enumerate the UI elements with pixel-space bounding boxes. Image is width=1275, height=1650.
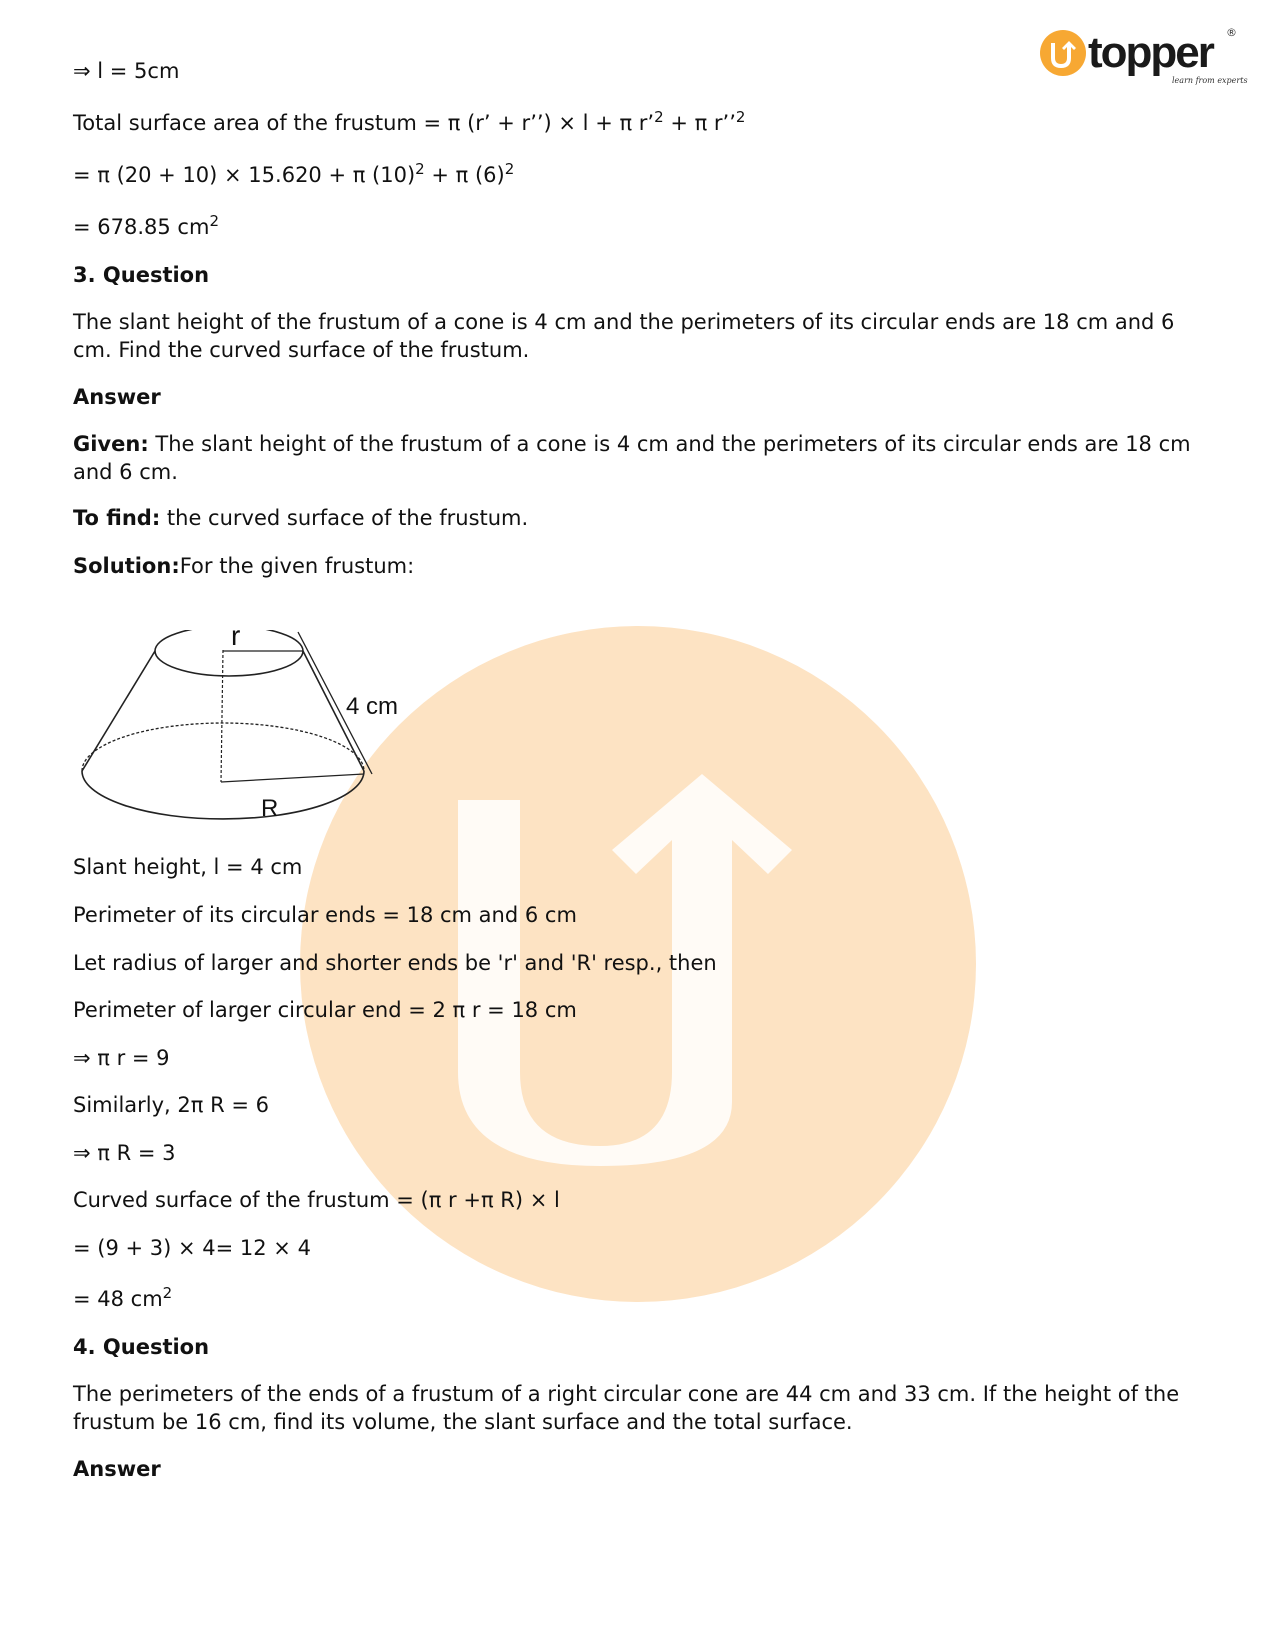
frustum-top-ellipse — [155, 630, 303, 676]
perimeter-ends-line: Perimeter of its circular ends = 18 cm and 6 cm — [73, 903, 577, 927]
frustum-left-edge — [82, 651, 155, 771]
similarly-line: Similarly, 2π R = 6 — [73, 1093, 269, 1117]
pi-r-line: ⇒ π r = 9 — [73, 1046, 170, 1070]
to-find-line: To find: the curved surface of the frustum. — [73, 506, 529, 530]
curved-surface-formula-line: Curved surface of the frustum = (π r +π R) × l — [73, 1188, 560, 1212]
question-4-heading: 4. Question — [73, 1335, 210, 1359]
bottom-radius-line — [221, 774, 364, 782]
logo-u-icon — [1040, 30, 1086, 76]
pi-big-r-line: ⇒ π R = 3 — [73, 1141, 176, 1165]
given-paragraph: Given: The slant height of the frustum of a cone is 4 cm and the perimeters of its circular ends are 18 cm and 6 cm. — [73, 432, 1191, 484]
slant-height-line: Slant height, l = 4 cm — [73, 855, 303, 879]
label-bottom-radius: R — [261, 795, 279, 822]
question-4-text: The perimeters of the ends of a frustum of a right circular cone are 44 cm and 33 cm. If the height of the frustum be 16 cm, find its volume, the slant surface and the total surface. — [73, 1382, 1180, 1434]
logo-tagline: learn from experts — [1172, 76, 1248, 85]
logo-registered-mark: ® — [1226, 26, 1237, 39]
brand-logo[interactable] — [1040, 26, 1248, 90]
logo-wordmark: topper — [1088, 28, 1213, 77]
tsa-formula-line: Total surface area of the frustum = π (r’ + r’’) × l + π r’$^2$ + π r’’$^2$ — [73, 108, 746, 135]
label-top-radius: r — [231, 630, 241, 651]
step-slant-result: ⇒ l = 5cm — [73, 59, 180, 83]
tsa-result-line: = 678.85 $cm^2$ — [73, 212, 219, 239]
radius-definition-line: Let radius of larger and shorter ends be 'r' and 'R' resp., then — [73, 951, 717, 975]
label-slant-height: 4 cm — [346, 693, 399, 720]
curved-surface-result-line: = 48 $cm^2$ — [73, 1284, 173, 1311]
frustum-bottom-front — [82, 771, 364, 819]
frustum-bottom-back — [82, 723, 364, 771]
question-3-text: The slant height of the frustum of a cone is 4 cm and the perimeters of its circular ends are 18 cm and 6 cm. Find the curved surface of the frustum. — [73, 310, 1175, 362]
height-dashed-line — [221, 650, 223, 782]
answer-2-heading: Answer — [73, 1457, 161, 1481]
larger-perimeter-line: Perimeter of larger circular end = 2 π r = 18 cm — [73, 998, 577, 1022]
answer-heading: Answer — [73, 385, 161, 409]
question-3-heading: 3. Question — [73, 263, 210, 287]
curved-surface-substitution-line: = (9 + 3) × 4= 12 × 4 — [73, 1236, 311, 1260]
tsa-substitution-line: = π (20 + 10) × 15.620 + π $(10)^2 + \pi$ $(6)^2$ — [73, 160, 515, 187]
solution-line: Solution:For the given frustum: — [73, 554, 415, 578]
frustum-diagram — [78, 630, 438, 870]
